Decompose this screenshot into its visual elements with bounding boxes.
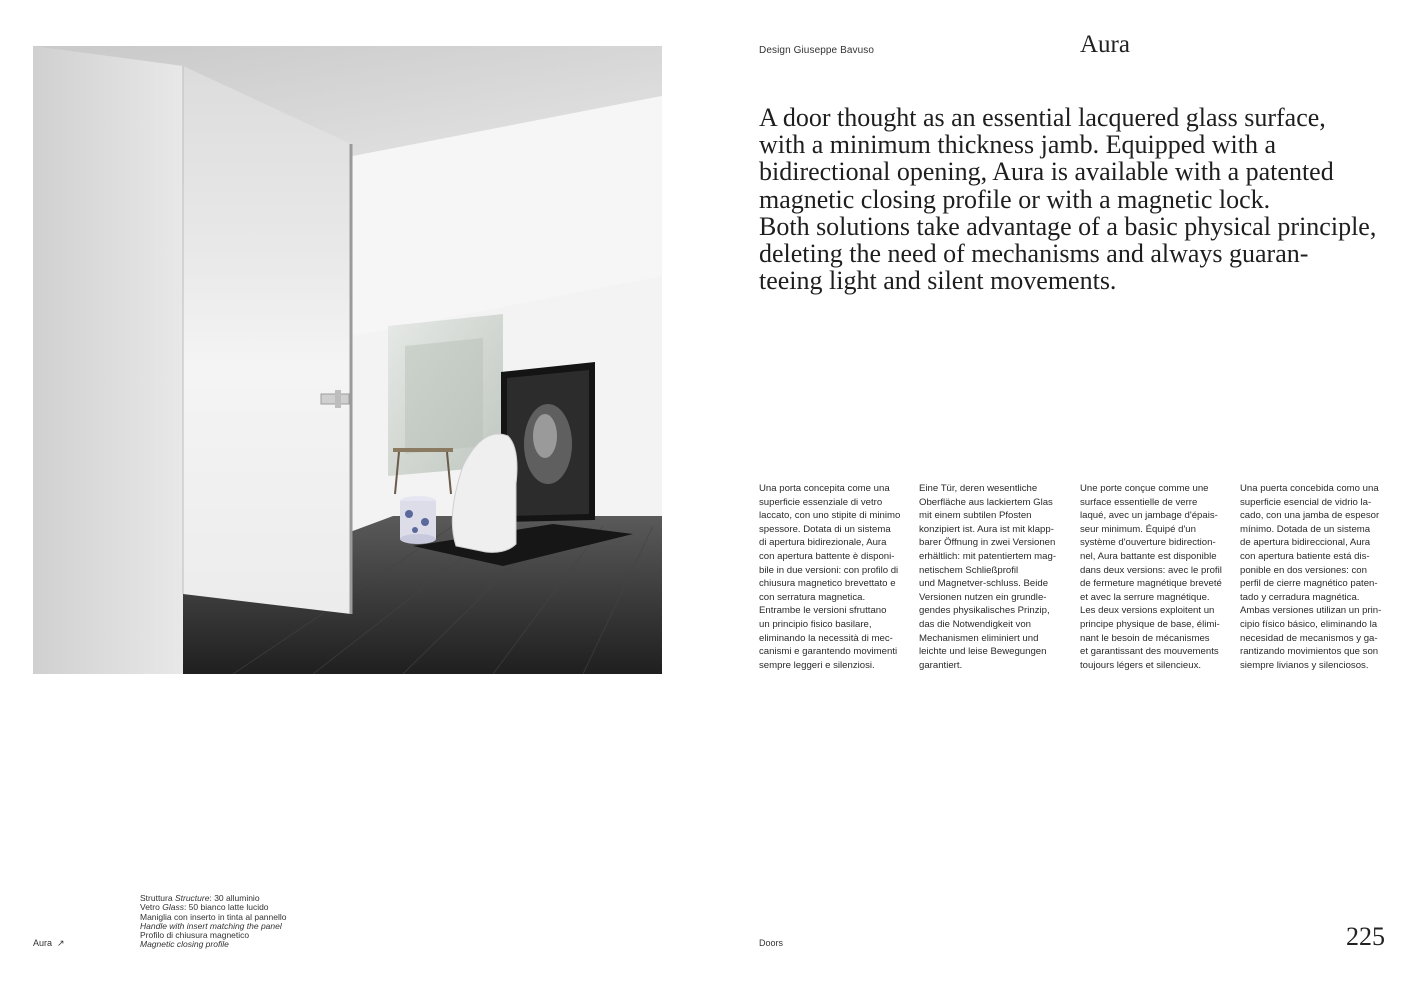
arrow-up-right-icon: ↗	[57, 938, 65, 948]
column-line: sempre leggeri e silenziosi.	[759, 659, 875, 671]
column-line: ponible en dos versiones: con	[1240, 564, 1367, 576]
column-line: surface essentielle de verre	[1080, 496, 1198, 508]
spec-label-it: Struttura	[140, 893, 175, 903]
column-line: tado y cerradura magnética.	[1240, 591, 1360, 603]
column-line: de apertura bidireccional, Aura	[1240, 537, 1371, 549]
column-line: Eine Tür, deren wesentliche	[919, 483, 1038, 494]
column-line: et avec la serrure magnétique.	[1080, 591, 1210, 603]
spec-label-it: Vetro	[140, 902, 163, 913]
column-line: système d'ouverture bidirection-	[1080, 537, 1216, 549]
column-line: cipio físico básico, eliminando la	[1240, 618, 1378, 630]
column-line: superficie esencial de vidrio la-	[1240, 496, 1372, 508]
lead-line: magnetic closing profile or with a magnetic lock.	[759, 184, 1271, 214]
lead-line: Both solutions take advantage of a basic physical principle,	[759, 211, 1377, 241]
page-number: 225	[1346, 922, 1385, 951]
column-line: di apertura bidirezionale, Aura	[759, 537, 887, 549]
text-column-spanish	[1240, 482, 1390, 672]
column-line: con apertura batiente está dis-	[1240, 550, 1370, 562]
footer-product-link[interactable]	[33, 938, 65, 949]
column-line: eliminando la necessità di mec-	[759, 632, 893, 644]
footer-product-label: Aura	[33, 938, 53, 948]
column-line: rantizando movimientos que son	[1240, 646, 1379, 658]
column-line: seur minimum. Équipé d'un	[1080, 523, 1196, 535]
designer-credit: Design Giuseppe Bavuso	[759, 45, 875, 56]
column-line: mit einem subtilen Pfosten	[919, 510, 1032, 522]
spec-value: : 30 alluminio	[209, 893, 260, 903]
footer-section-label: Doors	[759, 938, 784, 948]
column-line: laqué, avec un jambage d'épais-	[1080, 510, 1218, 522]
column-line: cado, con una jamba de espesor	[1240, 510, 1380, 522]
column-line: et garantissant des mouvements	[1080, 646, 1219, 658]
spec-label-en: Structure	[174, 893, 210, 903]
column-line: principe physique de base, élimi-	[1080, 618, 1220, 630]
text-column-italian	[759, 482, 909, 672]
lead-paragraph	[759, 104, 1399, 294]
text-column-french	[1080, 482, 1230, 672]
page-title: Aura	[1080, 31, 1130, 58]
column-line: das die Notwendigkeit von	[919, 618, 1031, 630]
column-line: nel, Aura battante est disponible	[1080, 550, 1217, 562]
spec-profile-en	[140, 940, 286, 949]
lead-line: bidirectional opening, Aura is available with a patented	[759, 157, 1334, 187]
column-line: mínimo. Dotada de un sistema	[1240, 523, 1371, 535]
column-line: chiusura magnetico brevettato e	[759, 578, 896, 590]
column-line: con serratura magnetica.	[759, 591, 866, 603]
column-line: spessore. Dotata di un sistema	[759, 523, 891, 535]
spec-handle-en-text: Handle with insert matching the panel	[140, 920, 282, 931]
column-line: Les deux versions exploitent un	[1080, 605, 1215, 617]
column-line: garantiert.	[919, 659, 963, 671]
product-specifications	[140, 894, 286, 950]
column-line: Una porta concepita come una	[759, 483, 890, 494]
column-line: necesidad de mecanismos y ga-	[1240, 632, 1378, 644]
column-line: Entrambe le versioni sfruttano	[759, 605, 887, 617]
column-line: toujours légers et silencieux.	[1080, 659, 1202, 671]
column-line: Versionen nutzen ein grundle-	[919, 591, 1047, 603]
column-line: netischem Schließprofil	[919, 564, 1019, 576]
column-line: leichte und leise Bewegungen	[919, 646, 1047, 658]
lead-line: with a minimum thickness jamb. Equipped with a	[759, 130, 1277, 160]
column-line: laccato, con uno stipite di minimo	[759, 510, 901, 522]
column-line: Mechanismen eliminiert und	[919, 632, 1039, 644]
column-line: gendes physikalisches Prinzip,	[919, 605, 1050, 617]
column-line: Une porte conçue comme une	[1080, 483, 1209, 494]
column-line: bile in due versioni: con profilo di	[759, 564, 899, 576]
column-line: con apertura battente è disponi-	[759, 550, 895, 562]
column-line: siempre livianos y silenciosos.	[1240, 659, 1369, 671]
lead-line: teeing light and silent movements.	[759, 266, 1117, 296]
spec-label-en: Glass	[162, 902, 184, 913]
lead-line: A door thought as an essential lacquered glass surface,	[759, 103, 1326, 132]
lead-line: deleting the need of mechanisms and always guaran-	[759, 239, 1309, 269]
spec-value: : 50 bianco latte lucido	[183, 902, 269, 913]
column-line: Ambas versiones utilizan un prin-	[1240, 605, 1382, 617]
column-line: un principio fisico basilare,	[759, 618, 872, 630]
column-line: nant le besoin de mécanismes	[1080, 632, 1210, 644]
column-line: Una puerta concebida como una	[1240, 483, 1379, 494]
column-line: und Magnetver-schluss. Beide	[919, 578, 1049, 590]
column-line: erhältlich: mit patentiertem mag-	[919, 550, 1057, 562]
column-line: konzipiert ist. Aura ist mit klapp-	[919, 523, 1054, 535]
column-line: dans deux versions: avec le profil	[1080, 564, 1222, 576]
column-line: de fermeture magnétique breveté	[1080, 578, 1222, 590]
column-line: barer Öffnung in zwei Versionen	[919, 537, 1056, 549]
column-line: perfil de cierre magnético paten-	[1240, 578, 1378, 590]
column-line: superficie essenziale di vetro	[759, 496, 883, 508]
spec-profile-it: Profilo di chiusura magnetico	[140, 930, 250, 941]
spec-profile-en-text: Magnetic closing profile	[140, 939, 229, 950]
interior-photo	[33, 46, 662, 674]
column-line: canismi e garantendo movimenti	[759, 646, 898, 658]
text-column-german	[919, 482, 1069, 672]
column-line: Oberfläche aus lackiertem Glas	[919, 496, 1053, 508]
interior-photo-illustration	[33, 46, 662, 674]
spec-handle-it: Maniglia con inserto in tinta al pannello	[140, 911, 287, 922]
